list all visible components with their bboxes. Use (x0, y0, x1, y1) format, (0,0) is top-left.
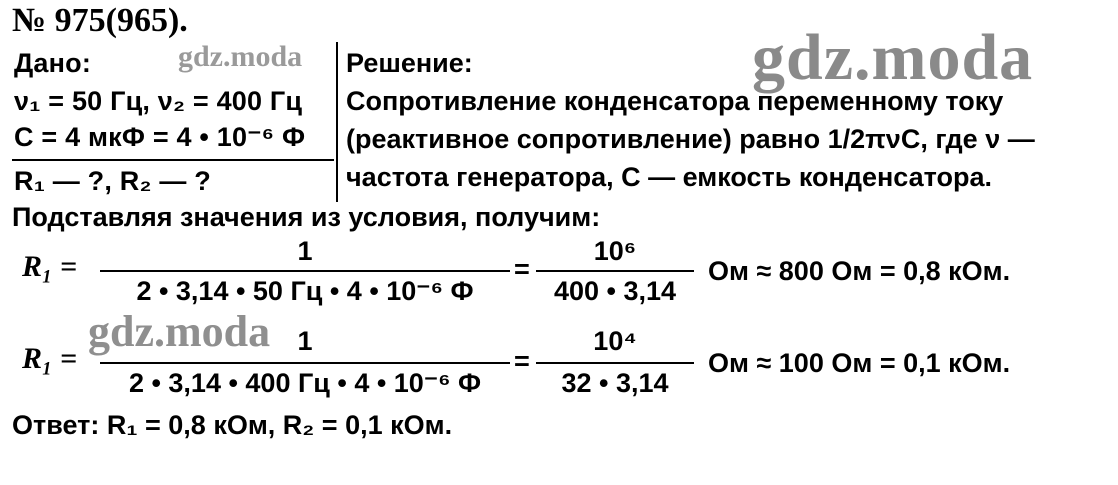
eq2-result: Ом ≈ 100 Ом = 0,1 кОм. (708, 348, 1011, 378)
eq1-result: Ом ≈ 800 Ом = 0,8 кОм. (708, 256, 1011, 286)
solution-line-1: Сопротивление конденсатора переменному току (346, 86, 1004, 116)
given-capacitance: C = 4 мкФ = 4 • 10⁻⁶ Ф (14, 122, 306, 152)
solution-label: Решение: (346, 48, 473, 78)
solution-line-2: (реактивное сопротивление) равно 1/2πνC, где ν — (346, 124, 1035, 154)
eq2-lhs: R₁ = (22, 342, 78, 375)
eq2-fraction-bar (100, 362, 510, 364)
eq1-fraction-bar (100, 270, 510, 272)
eq1-equals: = (514, 254, 530, 284)
eq1-denominator-2: 400 • 3,14 (553, 276, 677, 306)
given-divider (12, 159, 334, 161)
watermark-middle: gdz.moda (88, 307, 271, 356)
given-frequencies: ν₁ = 50 Гц, ν₂ = 400 Гц (14, 86, 303, 116)
eq1-numerator-2: 10⁶ (593, 236, 637, 266)
watermark-small-top: gdz.moda (178, 40, 303, 73)
eq1-denominator: 2 • 3,14 • 50 Гц • 4 • 10⁻⁶ Ф (136, 276, 474, 306)
eq1-fraction-bar-2 (536, 270, 694, 272)
watermark-large: gdz.moda (752, 21, 1034, 94)
eq1-numerator: 1 (297, 236, 313, 266)
eq1-lhs: R₁ = (22, 250, 78, 283)
find-values: R₁ — ?, R₂ — ? (14, 166, 211, 196)
answer-line: Ответ: R₁ = 0,8 кОм, R₂ = 0,1 кОм. (12, 410, 453, 440)
given-label: Дано: (14, 48, 92, 78)
eq2-denominator-2: 32 • 3,14 (561, 368, 669, 398)
problem-number: № 975(965). (12, 2, 188, 39)
given-solution-separator (336, 42, 338, 202)
eq2-equals: = (514, 346, 530, 376)
eq2-numerator: 1 (297, 326, 313, 356)
eq2-numerator-2: 10⁴ (593, 326, 637, 356)
substitution-intro: Подставляя значения из условия, получим: (12, 202, 601, 232)
eq2-denominator: 2 • 3,14 • 400 Гц • 4 • 10⁻⁶ Ф (128, 368, 482, 398)
eq2-fraction-bar-2 (536, 362, 694, 364)
solution-line-3: частота генератора, C — емкость конденсатора. (346, 162, 993, 192)
